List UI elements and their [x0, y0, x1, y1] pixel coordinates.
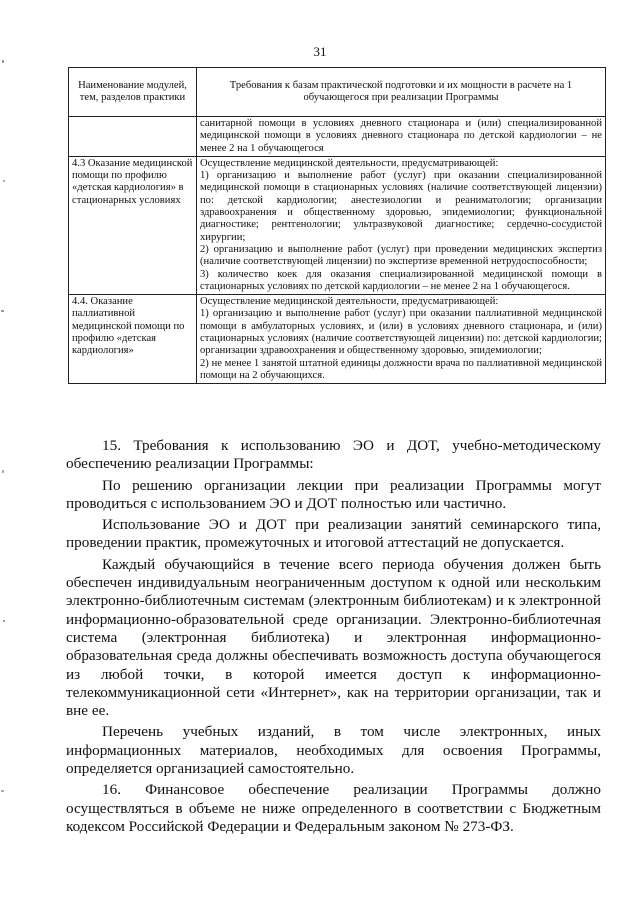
requirement-line: Осуществление медицинской деятельности, предусматривающей: [200, 157, 499, 169]
paragraph: Использование ЭО и ДОТ при реализации занятий семинарского типа, проведении практик, промежуточных и итоговой аттестаций не допускается. [66, 516, 601, 552]
paragraph: 16. Финансовое обеспечение реализации Программы должно осуществляться в объеме не ниже определенного в соответствии с Бюджетным кодексом Российской Федерации и Федеральным законом № 273-ФЗ. [66, 781, 601, 835]
module-cell: 4.4. Оказание паллиативной медицинской помощи по профилю «детская кардиология» [69, 295, 197, 384]
table-header-row [69, 68, 606, 117]
module-cell-empty [69, 117, 197, 157]
scan-edge-marks [0, 0, 12, 898]
body-text [66, 437, 601, 839]
requirement-line: 2) не менее 1 занятой штатной единицы должности врача по паллиативной медицинской помощи на 2 обучающихся. [200, 357, 602, 381]
requirement-line: 1) организацию и выполнение работ (услуг) при оказании паллиативной медицинской помощи в амбулаторных условиях, и (или) в условиях дневного стационара, и (или) стационарных условиях (наличие соответствующей лицензии) по: детской кардиологии; организации здравоохранения и общественному здоровью, эпидемиологии; [200, 308, 602, 357]
paragraph: Каждый обучающийся в течение всего периода обучения должен быть обеспечен индивидуальным неограниченным доступом к одной или нескольким электронно-библиотечным системам (электронным библиотекам) и к электронной информационно-образовательной среде организации. Электронно-библиотечная система (электронная библиотека) и электронная информационно-образовательная среда должны обеспечивать возможность доступа обучающегося из любой точки, в которой имеется доступ к информационно-телекоммуникационной сети «Интернет», как на территории организации, так и вне ее. [66, 555, 601, 720]
requirements-cell [197, 156, 606, 294]
paragraph: По решению организации лекции при реализации Программы могут проводиться с использованием ЭО и ДОТ полностью или частично. [66, 476, 601, 512]
header-module-column: Наименование модулей, тем, разделов практики [69, 68, 197, 117]
requirement-line: 2) организацию и выполнение работ (услуг) при проведении медицинских экспертиз (наличие соответствующей лицензии) по экспертизе временной нетрудоспособности; [200, 243, 602, 268]
table-row [69, 295, 606, 384]
page-number: 31 [313, 44, 327, 59]
table-row [69, 117, 606, 157]
requirement-line: 3) количество коек для оказания специализированной медицинской помощи в стационарных условиях по детской кардиологии – не менее 2 на 1 обучающегося. [200, 268, 602, 292]
requirement-line: Осуществление медицинской деятельности, предусматривающей: [200, 296, 499, 308]
table-row [69, 156, 606, 294]
requirements-table [68, 67, 606, 384]
module-cell: 4.3 Оказание медицинской помощи по профилю «детская кардиология» в стационарных условиях [69, 156, 197, 294]
requirements-cell [197, 295, 606, 384]
continuation-cell: санитарной помощи в условиях дневного стационара и (или) специализированной медицинской помощи в условиях дневного стационара по детской кардиологии – не менее 2 на 1 обучающегося [197, 117, 606, 157]
requirement-line: 1) организацию и выполнение работ (услуг) при оказании специализированной медицинской помощи в стационарных условиях (наличие соответствующей лицензии) по: детской кардиологии; анестезиологии и реаниматологии; организации здравоохранения и общественному здоровью, эпидемиологии; функциональной диагностике; рентгенологии; ультразвуковой диагностике; сердечно-сосудистой хирургии; [200, 170, 602, 243]
paragraph: 15. Требования к использованию ЭО и ДОТ, учебно-методическому обеспечению реализации Программы: [66, 437, 601, 473]
header-requirements-column: Требования к базам практической подготовки и их мощности в расчете на 1 обучающегося при реализации Программы [197, 68, 606, 117]
paragraph: Перечень учебных изданий, в том числе электронных, иных информационных материалов, необходимых для освоения Программы, определяется организацией самостоятельно. [66, 723, 601, 778]
